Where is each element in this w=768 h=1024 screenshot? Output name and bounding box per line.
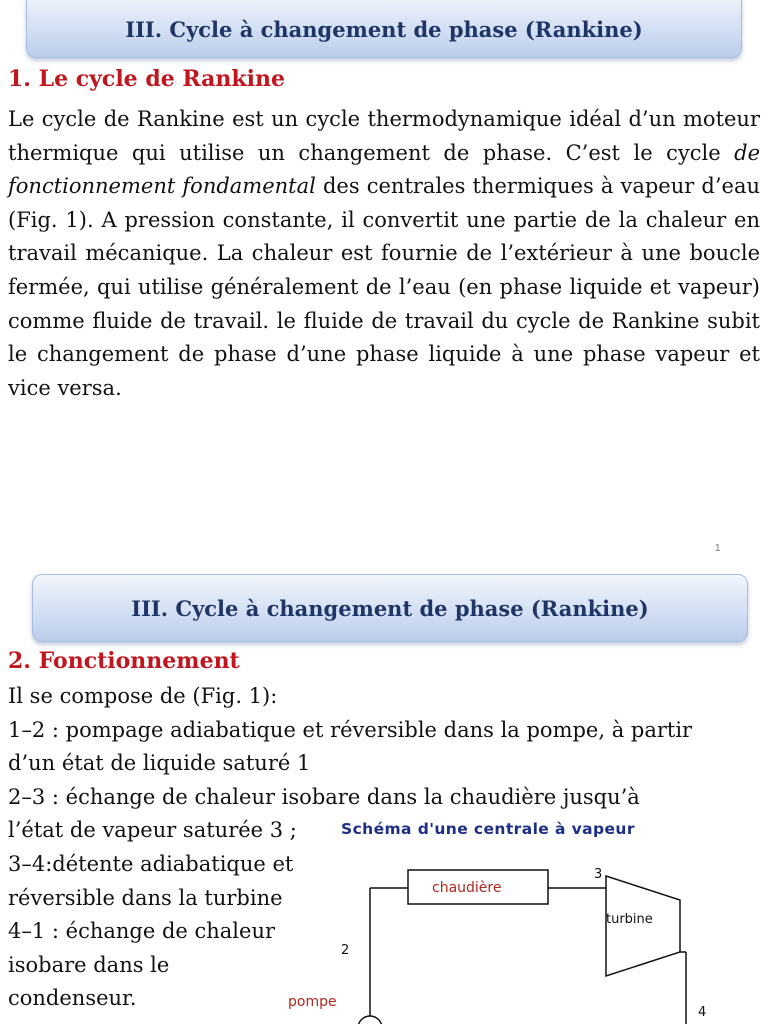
page-number: 1 bbox=[715, 543, 721, 554]
steam-plant-diagram bbox=[268, 848, 768, 1024]
slide-1-title-text: III. Cycle à changement de phase (Rankine) bbox=[125, 16, 643, 42]
point-label-3: 3 bbox=[594, 867, 603, 882]
paragraph-part-2: des centrales thermiques à vapeur d’eau (Fig. 1). A pression constante, il convertit une partie de la chaleur en travail mécanique. La chaleur est fournie de l’extérieur à une boucle fermée, qui utilise généralement de l’eau (en phase liquide et vapeur) comme fluide de travail. le fluide de travail du cycle de Rankine subit le changement de phase d’une phase liquide à une phase vapeur et vice versa. bbox=[8, 174, 761, 400]
list-line: 4–1 : échange de chaleur bbox=[8, 919, 276, 944]
list-line: l’état de vapeur saturée 3 ; bbox=[8, 818, 297, 843]
paragraph-part-1: Le cycle de Rankine est un cycle thermodynamique idéal d’un moteur thermique qui utilise un changement de phase. C’est le cycle bbox=[8, 107, 760, 165]
pump-label: pompe bbox=[288, 994, 337, 1010]
slide-1-title bbox=[26, 0, 742, 58]
list-line: 2–3 : échange de chaleur isobare dans la chaudière jusqu’à bbox=[8, 784, 640, 809]
point-label-2: 2 bbox=[341, 943, 350, 958]
list-line: isobare dans le bbox=[8, 952, 170, 977]
list-line: d’un état de liquide saturé 1 bbox=[8, 751, 311, 776]
list-line: 3–4:détente adiabatique et bbox=[8, 851, 294, 876]
paragraph-italic: de fonctionnement fondamental bbox=[8, 140, 760, 199]
list-line: 1–2 : pompage adiabatique et réversible dans la pompe, à partir bbox=[8, 717, 693, 742]
diagram-caption: Schéma d'une centrale à vapeur bbox=[341, 820, 635, 838]
boiler-label: chaudière bbox=[432, 880, 502, 896]
section-heading: 2. Fonctionnement bbox=[8, 648, 240, 674]
slide-2-title bbox=[32, 574, 748, 642]
pump-icon bbox=[358, 1016, 382, 1024]
point-label-4: 4 bbox=[698, 1005, 707, 1020]
slide-2-title-text: III. Cycle à changement de phase (Rankine) bbox=[131, 595, 649, 621]
list-line: condenseur. bbox=[8, 986, 137, 1011]
list-line: réversible dans la turbine bbox=[8, 885, 283, 910]
slide-2 bbox=[0, 570, 768, 1024]
intro-paragraph bbox=[8, 103, 760, 405]
list-line: Il se compose de (Fig. 1): bbox=[8, 684, 278, 708]
section-heading: 1. Le cycle de Rankine bbox=[8, 66, 286, 92]
turbine-label: turbine bbox=[606, 912, 653, 927]
